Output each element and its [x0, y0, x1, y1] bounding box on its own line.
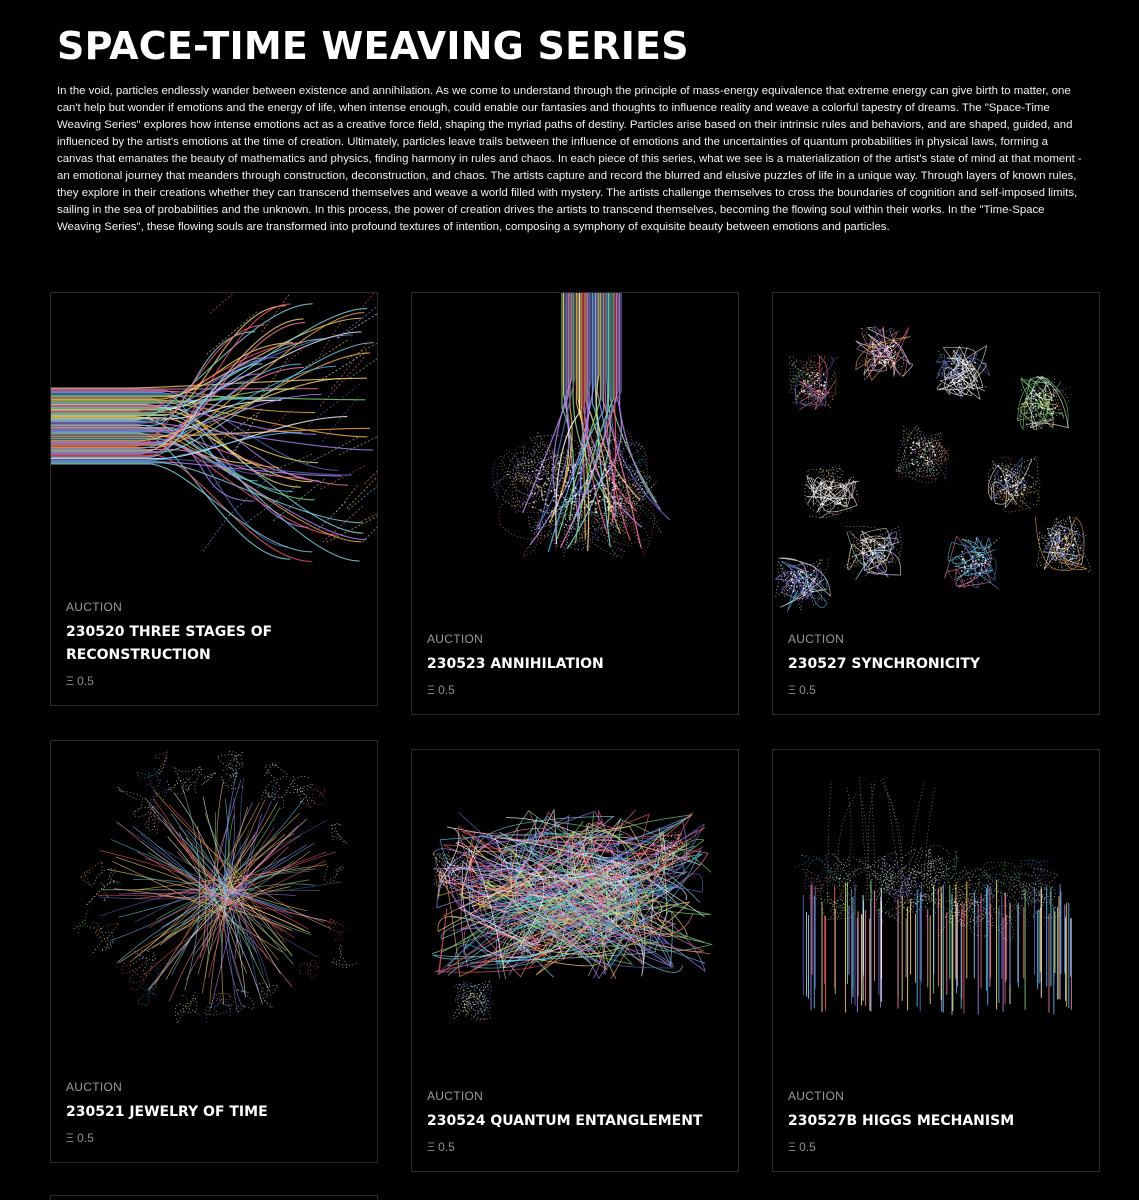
artwork-price: Ξ 0.5 [788, 683, 816, 697]
artwork-info [66, 1079, 365, 1146]
artwork-title[interactable]: 230521 JEWELRY OF TIME [66, 1104, 268, 1120]
artwork-image[interactable] [773, 750, 1099, 1070]
artwork-price: Ξ 0.5 [427, 1140, 455, 1154]
artwork-title[interactable]: 230524 QUANTUM ENTANGLEMENT [427, 1113, 703, 1129]
artwork-image[interactable] [51, 293, 377, 593]
artwork-price: Ξ 0.5 [427, 683, 455, 697]
artwork-title[interactable]: 230523 ANNIHILATION [427, 656, 604, 672]
artwork-title[interactable]: 230520 THREE STAGES OF RECONSTRUCTION [66, 624, 273, 663]
artwork-info [427, 1088, 726, 1155]
artwork-price: Ξ 0.5 [66, 674, 94, 688]
auction-label: AUCTION [427, 1089, 484, 1103]
artwork-price: Ξ 0.5 [788, 1140, 816, 1154]
artwork-title[interactable]: 230527 SYNCHRONICITY [788, 656, 981, 672]
auction-label: AUCTION [66, 1080, 123, 1094]
page-title: SPACE-TIME WEAVING SERIES [57, 24, 689, 68]
artwork-price: Ξ 0.5 [66, 1131, 94, 1145]
artwork-card-jewelry-of-time[interactable] [50, 740, 378, 1163]
next-row-card-edge [50, 1195, 378, 1200]
artwork-image[interactable] [412, 293, 738, 613]
artwork-info [788, 1088, 1087, 1155]
artwork-info [66, 599, 365, 689]
artwork-image[interactable] [773, 293, 1099, 623]
artwork-card-three-stages[interactable] [50, 292, 378, 706]
artwork-card-annihilation[interactable] [411, 292, 739, 715]
artwork-card-synchronicity[interactable] [772, 292, 1100, 715]
artwork-card-quantum-entanglement[interactable] [411, 749, 739, 1172]
artwork-info [427, 631, 726, 698]
artwork-info [788, 631, 1087, 698]
artwork-card-higgs-mechanism[interactable] [772, 749, 1100, 1172]
series-description: In the void, particles endlessly wander between existence and annihilation. As we come to understand through the principle of mass-energy equivalence that extreme energy can give birth to matter, one can't help but wonder if emotions and the energy of life, when intense enough, could enable our fantasies and thoughts to influence reality and weave a colorful tapestry of dreams. The "Space-Time Weaving Series" explores how intense emotions act as a creative force field, shaping the myriad paths of destiny. Particles arise based on their intrinsic rules and behaviors, and are shaped, guided, and influenced by the artist's emotions at the time of creation. Ultimately, particles leave trails between the influence of emotions and the uncertainties of quantum probabilities in physical laws, forming a canvas that emanates the beauty of mathematics and physics, finding harmony in rules and chaos. In each piece of this series, what we see is a materialization of the artist's state of mind at that moment - an emotional journey that meanders through construction, deconstruction, and chaos. The artists capture and record the blurred and elusive puzzles of life in a unique way. Through layers of known rules, they explore in their creations whether they can transcend themselves and weave a world filled with mystery. The artists challenge themselves to cross the boundaries of cognition and self-imposed limits, sailing in the sea of probabilities and the unknown. In this process, the power of creation drives the artists to transcend themselves, becoming the flowing soul within their works. In the "Time-Space Weaving Series", these flowing souls are transformed into profound textures of intention, composing a symphony of exquisite beauty between emotions and particles. [57, 85, 1082, 233]
auction-label: AUCTION [788, 1089, 845, 1103]
artwork-image[interactable] [51, 741, 377, 1061]
artwork-title[interactable]: 230527B HIGGS MECHANISM [788, 1113, 1015, 1129]
auction-label: AUCTION [66, 600, 123, 614]
artwork-image[interactable] [412, 750, 738, 1070]
auction-label: AUCTION [427, 632, 484, 646]
auction-label: AUCTION [788, 632, 845, 646]
